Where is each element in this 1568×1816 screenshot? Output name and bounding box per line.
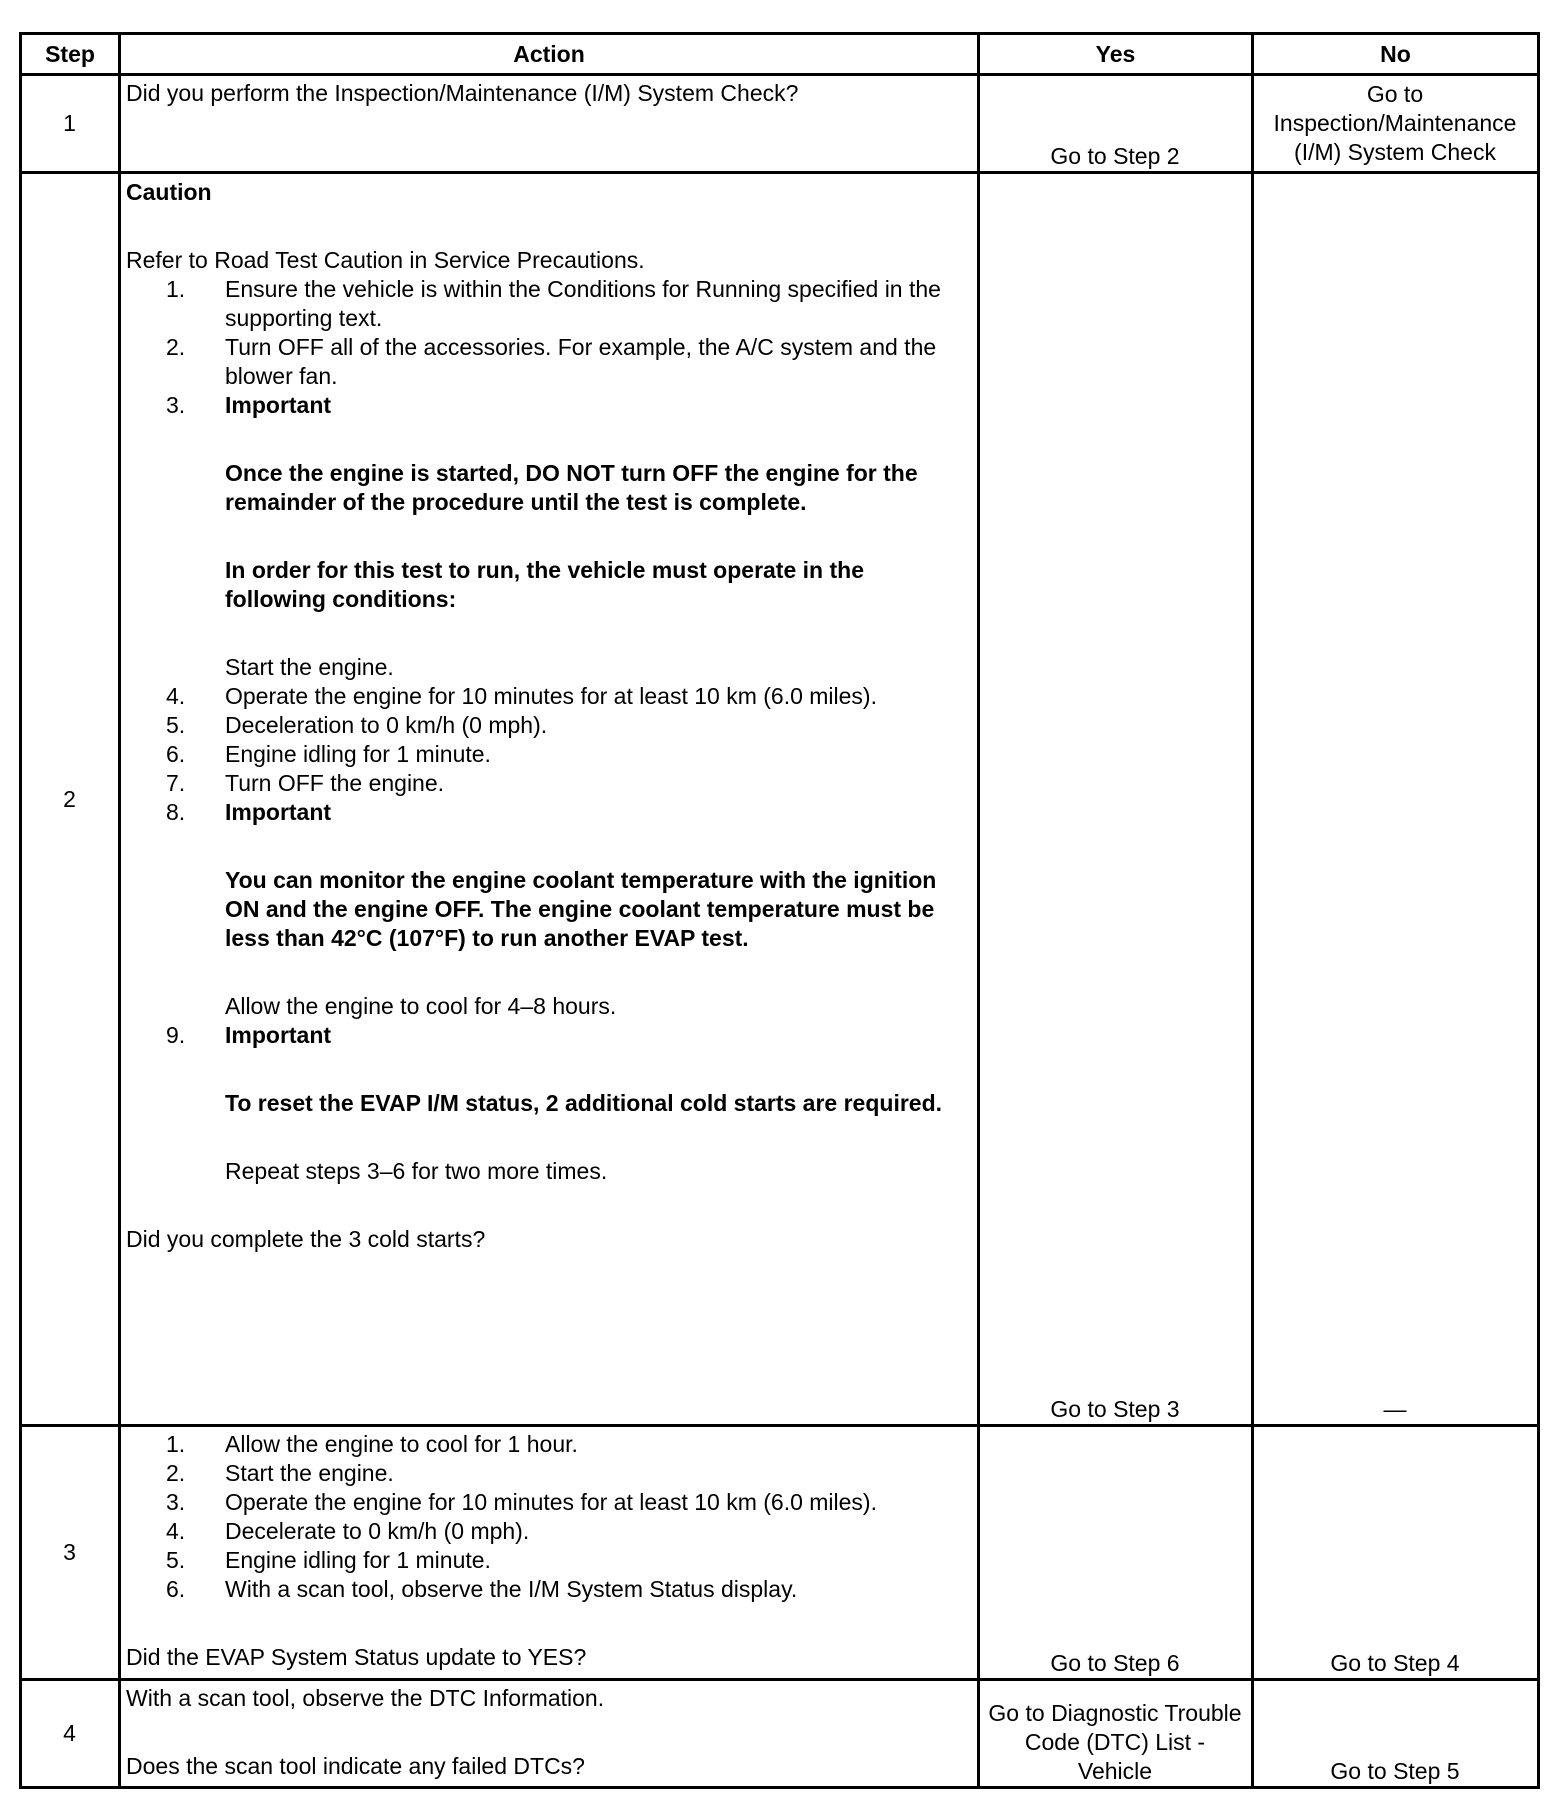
procedure-list xyxy=(126,1430,971,1604)
list-item: 1. Ensure the vehicle is within the Conditions for Running specified in the supporting text. xyxy=(166,276,941,331)
instruction-text: With a scan tool, observe the DTC Information. xyxy=(126,1685,605,1711)
yes-link[interactable]: Go to Step 2 xyxy=(979,75,1253,173)
important-note: In order for this test to run, the vehicle must operate in the following conditions: xyxy=(225,557,864,612)
no-link[interactable]: Go to Inspection/Maintenance (I/M) System Check xyxy=(1253,75,1539,173)
diagnostic-table xyxy=(19,32,1540,1789)
table-row xyxy=(21,1680,1539,1788)
question-text: Did you perform the Inspection/Maintenance (I/M) System Check? xyxy=(126,80,799,106)
yes-link[interactable]: Go to Step 3 xyxy=(979,173,1253,1426)
list-item: 9. Important xyxy=(166,1022,332,1048)
caution-text: Refer to Road Test Caution in Service Precautions. xyxy=(126,247,645,273)
action-cell xyxy=(120,1426,979,1680)
question-text: Does the scan tool indicate any failed DTCs? xyxy=(126,1753,585,1779)
list-item: 3. Important xyxy=(166,392,332,418)
yes-link[interactable]: Go to Diagnostic Trouble Code (DTC) List - Vehicle xyxy=(979,1680,1253,1788)
yes-link[interactable]: Go to Step 6 xyxy=(979,1426,1253,1680)
list-item: 2. Turn OFF all of the accessories. For example, the A/C system and the blower fan. xyxy=(166,334,937,389)
list-item: 5. Deceleration to 0 km/h (0 mph). xyxy=(166,712,548,738)
question-text: Did the EVAP System Status update to YES? xyxy=(126,1644,587,1670)
list-item: 3. Operate the engine for 10 minutes for at least 10 km (6.0 miles). xyxy=(166,1489,877,1515)
instruction-text: Allow the engine to cool for 4–8 hours. xyxy=(225,993,617,1019)
action-cell xyxy=(120,1680,979,1788)
table-row xyxy=(21,1426,1539,1680)
header-yes: Yes xyxy=(979,34,1253,75)
header-step: Step xyxy=(21,34,120,75)
procedure-list xyxy=(126,1021,971,1050)
list-item: 1. Allow the engine to cool for 1 hour. xyxy=(166,1431,578,1457)
instruction-text: Repeat steps 3–6 for two more times. xyxy=(225,1158,608,1184)
instruction-text: Start the engine. xyxy=(225,654,394,680)
important-note: Once the engine is started, DO NOT turn OFF the engine for the remainder of the procedure until the test is complete. xyxy=(225,460,918,515)
procedure-list xyxy=(126,275,971,420)
no-link[interactable]: Go to Step 5 xyxy=(1253,1680,1539,1788)
list-item: 5. Engine idling for 1 minute. xyxy=(166,1547,491,1573)
list-item: 4. Operate the engine for 10 minutes for at least 10 km (6.0 miles). xyxy=(166,683,877,709)
important-note: To reset the EVAP I/M status, 2 additional cold starts are required. xyxy=(225,1090,943,1116)
table-row xyxy=(21,173,1539,1426)
procedure-list xyxy=(126,682,971,827)
step-number: 4 xyxy=(21,1680,120,1788)
list-item: 7. Turn OFF the engine. xyxy=(166,770,445,796)
no-link[interactable]: Go to Step 4 xyxy=(1253,1426,1539,1680)
question-text: Did you complete the 3 cold starts? xyxy=(126,1226,486,1252)
step-number: 3 xyxy=(21,1426,120,1680)
action-cell xyxy=(120,75,979,173)
important-note: You can monitor the engine coolant temperature with the ignition ON and the engine OFF. The engine coolant temperature must be less than 42°C (107°F) to run another EVAP test. xyxy=(225,867,937,951)
action-cell xyxy=(120,173,979,1426)
caution-heading: Caution xyxy=(126,179,212,205)
header-no: No xyxy=(1253,34,1539,75)
header-row xyxy=(21,34,1539,75)
step-number: 1 xyxy=(21,75,120,173)
table-row xyxy=(21,75,1539,173)
list-item: 4. Decelerate to 0 km/h (0 mph). xyxy=(166,1518,530,1544)
header-action: Action xyxy=(120,34,979,75)
list-item: 8. Important xyxy=(166,799,332,825)
list-item: 6. Engine idling for 1 minute. xyxy=(166,741,491,767)
step-number: 2 xyxy=(21,173,120,1426)
list-item: 2. Start the engine. xyxy=(166,1460,394,1486)
no-link[interactable]: — xyxy=(1253,173,1539,1426)
list-item: 6. With a scan tool, observe the I/M System Status display. xyxy=(166,1576,798,1602)
